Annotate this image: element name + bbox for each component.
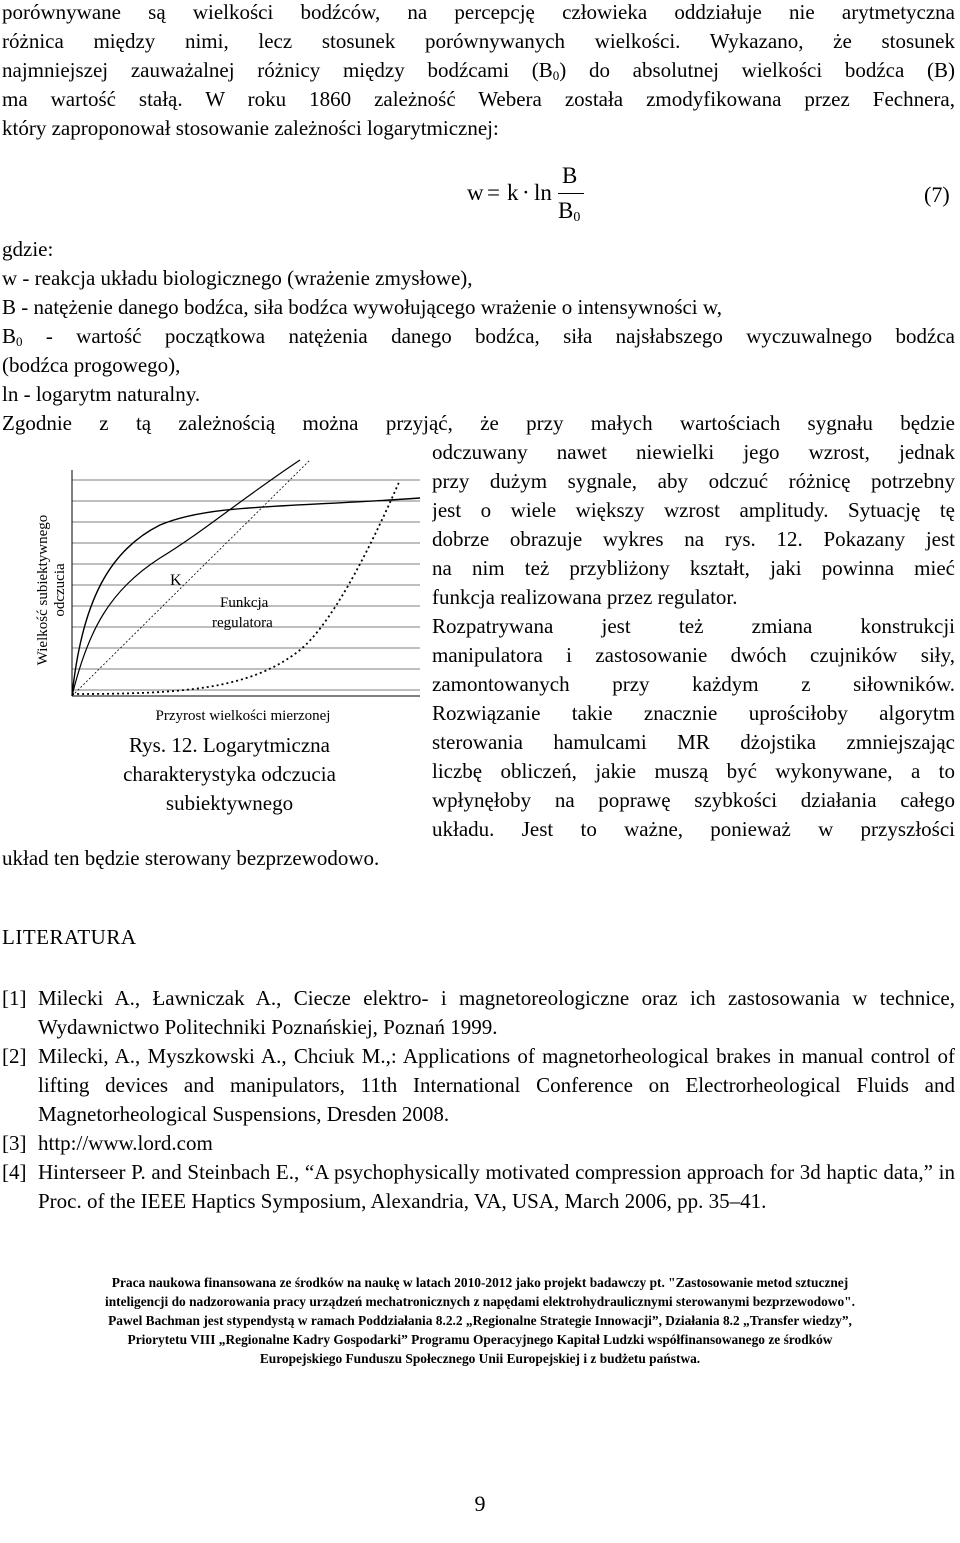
reference-text[interactable]: http://www.lord.com <box>38 1131 213 1155</box>
intro-line-5: który zaproponował stosowanie zależności logarytmicznej: <box>2 116 499 140</box>
wrapped-line: Rozwiązanie takie znacznie uprościłoby algorytm <box>432 701 955 725</box>
footnote-line: Priorytetu VIII „Regionalne Kadry Gospodarki” Programu Operacyjnego Kapitał Ludzki współfinansowanego ze środków <box>127 1332 833 1347</box>
reference-number: [3] <box>2 1131 27 1155</box>
figure-caption-3: subiektywnego <box>165 791 294 815</box>
wrapped-line: jest o wiele większy wzrost amplitudy. Sytuację tę <box>432 498 955 522</box>
def-b0: $B_0$ - wartość początkowa natężenia danego bodźca, siła najsłabszego wyczuwalnego bodźca <box>2 324 955 349</box>
figure-label-k: K <box>170 572 182 589</box>
eq-denominator: $B_0$ <box>558 198 581 225</box>
wrapped-line: układu. Jest to ważne, ponieważ w przyszłości <box>432 817 955 841</box>
figure-label-func-2: regulatora <box>212 615 273 631</box>
reference-number: [2] <box>2 1044 27 1068</box>
zgodnie-line: Zgodnie z tą zależnością można przyjąć, że przy małych wartościach sygnału będzie <box>2 411 955 435</box>
footnote-line: inteligencji do nadzorowania pracy urządzeń mechatronicznych z napędami elektrohydraulicznymi sterowanymi bezprzewodowo". <box>105 1294 855 1309</box>
eq-dot: · <box>522 180 530 205</box>
figure-label-func-1: Funkcja <box>220 595 269 611</box>
wrapped-line: liczbę obliczeń, jakie muszą być wykonywane, a to <box>432 759 955 783</box>
intro-line-1: porównywane są wielkości bodźców, na percepcję człowieka oddziałuje nie arytmetyczna <box>2 0 955 24</box>
eq-ln: ln <box>534 180 552 205</box>
wrapped-line: wpłynęłoby na poprawę szybkości działania całego <box>432 788 955 812</box>
reference-2 <box>2 1042 955 1129</box>
wrapped-line: sterowania hamulcami MR dżojstika zmniejszając <box>432 730 955 754</box>
reference-3 <box>2 1129 955 1158</box>
figure-ylabel-2: odczucia <box>52 563 68 617</box>
def-w: w - reakcja układu biologicznego (wrażenie zmysłowe), <box>2 266 473 290</box>
reference-text: Milecki A., Ławniczak A., Ciecze elektro- i magnetoreologiczne oraz ich zastosowania w technice, Wydawnictwo Politechniki Poznańskiej, Poznań 1999. <box>38 986 955 1039</box>
figure-regulator-curve <box>72 480 400 694</box>
figure-grid <box>72 480 420 690</box>
page-number: 9 <box>474 1491 486 1516</box>
figure-caption-2: charakterystyka odczucia <box>123 762 336 786</box>
footnote-line: Praca naukowa finansowana ze środków na naukę w latach 2010-2012 jako projekt badawczy pt. "Zastosowanie metod sztucznej <box>111 1275 849 1290</box>
reference-number: [4] <box>2 1160 27 1184</box>
footnote-line: Pawel Bachman jest stypendystą w ramach Poddziałania 8.2.2 „Regionalne Strategie Innowacji”, Działania 8.2 „Transfer wiedzy”, <box>108 1313 852 1328</box>
figure-k-curve <box>72 460 300 696</box>
wrapped-line: zamontowanych przy każdym z siłowników. <box>432 672 955 696</box>
figure-ylabel-1: Wielkość subiektywnego <box>35 514 51 666</box>
def-ln: ln - logarytm naturalny. <box>2 382 201 406</box>
figure-chart <box>0 440 430 740</box>
figure-xlabel: Przyrost wielkości mierzonej <box>155 708 331 724</box>
figure-linear-line <box>72 460 310 696</box>
reference-1 <box>2 984 955 1042</box>
eq-w: w <box>467 180 484 205</box>
def-b: B - natężenie danego bodźca, siła bodźca wywołującego wrażenie o intensywności w, <box>2 295 722 319</box>
def-b0-cont: (bodźca progowego), <box>2 353 181 377</box>
last-paragraph-line: układ ten będzie sterowany bezprzewodowo. <box>2 846 380 870</box>
wrapped-line: przy dużym sygnale, aby odczuć różnicę potrzebny <box>432 469 955 493</box>
wrapped-line: Rozpatrywana jest też zmiana konstrukcji <box>432 614 955 638</box>
intro-line-2: różnica między nimi, lecz stosunek porównywanych wielkości. Wykazano, że stosunek <box>2 29 955 53</box>
wrapped-line: dobrze obrazuje wykres na rys. 12. Pokazany jest <box>432 527 955 551</box>
eq-number: (7) <box>924 182 950 207</box>
intro-line-3: najmniejszej zauważalnej różnicy między bodźcami $(B_0)$ do absolutnej wielkości bodźca (B) <box>2 58 955 83</box>
gdzie-label: gdzie: <box>2 237 54 261</box>
wrapped-line: na nim też przybliżony kształt, jaki powinna mieć <box>432 556 955 580</box>
wrapped-line: odczuwany nawet niewielki jego wzrost, jednak <box>432 440 955 464</box>
reference-text: Hinterseer P. and Steinbach E., “A psychophysically motivated compression approach for 3d haptic data,” in Proc. of the IEEE Haptics Symposium, Alexandria, VA, USA, March 2006, pp. 35–41. <box>38 1160 955 1213</box>
literatura-heading: LITERATURA <box>2 925 137 949</box>
reference-4 <box>2 1158 955 1216</box>
intro-line-4: ma wartość stałą. W roku 1860 zależność Webera została zmodyfikowana przez Fechnera, <box>2 87 955 111</box>
eq-equals: = <box>487 180 500 205</box>
footnote-line: Europejskiego Funduszu Społecznego Unii Europejskiej i z budżetu państwa. <box>259 1351 701 1366</box>
eq-fraction-bar <box>558 193 584 194</box>
eq-k: k <box>507 180 519 205</box>
wrapped-line: manipulatora i zastosowanie dwóch czujników siły, <box>432 643 955 667</box>
eq-numerator: B <box>562 163 578 188</box>
reference-number: [1] <box>2 986 27 1010</box>
reference-text: Milecki, A., Myszkowski A., Chciuk M.,: Applications of magnetorheological brakes in manual control of lifting devices and manipulators, 11th International Conference on Electrorheological Fluids and Magnetorheological Suspensions, Dresden 2008. <box>38 1044 955 1126</box>
figure-caption-1: Rys. 12. Logarytmiczna <box>129 733 330 757</box>
wrapped-line: funkcja realizowana przez regulator. <box>432 585 738 609</box>
